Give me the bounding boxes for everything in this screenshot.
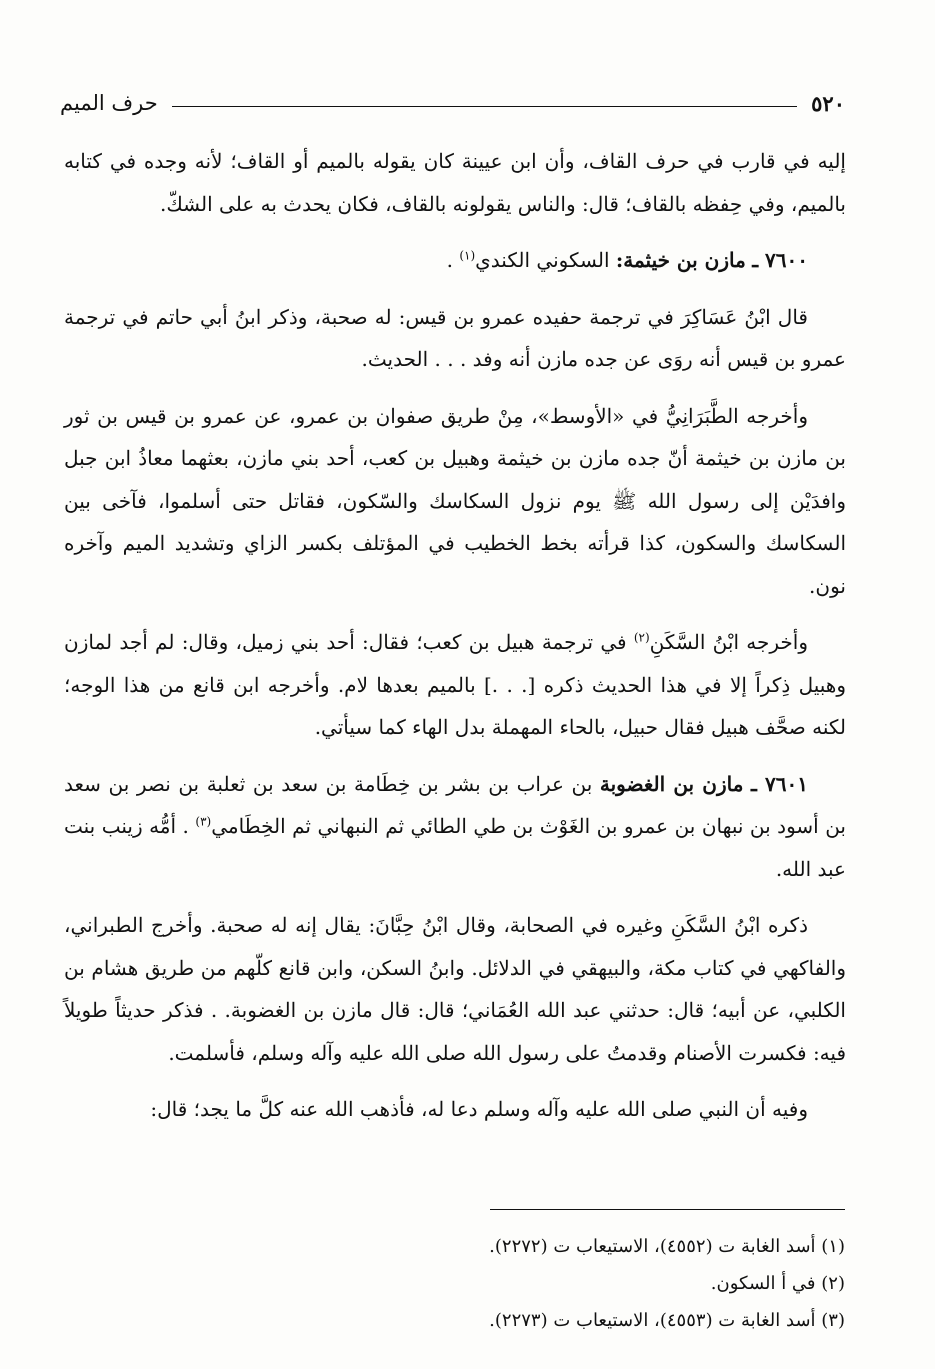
entry-tail: .	[446, 248, 460, 272]
paragraph	[64, 621, 846, 749]
main-text	[64, 140, 846, 1145]
page-header	[60, 88, 845, 118]
footnote-ref-1: (١)	[459, 248, 476, 263]
page-number: ٥٢٠	[811, 90, 845, 116]
entry-tail: . أمُّه زينب بنت عبد الله.	[64, 814, 846, 881]
paragraph: وأخرجه الطَّبَرَانِيُّ في «الأوسط»، مِنْ طريق صفوان بن عمرو، عن عمرو بن قيس بن ثور بن مازن بن خيثمة أنّ جده مازن بن خيثمة وهبيل بن كعب، أحد بني مازن، بعثهما معاذُ ابن جبل وافدَيْن إلى رسول الله ﷺ يوم نزول السكاسك والسّكون، فقاتل حتى أسلموا، فآخى بين السكاسك والسكون، كذا قرأته بخط الخطيب في المؤتلف بكسر الزاي وتشديد الميم وآخره نون.	[64, 403, 847, 598]
entry-text: بن عراب بن بشر بن خِطَامة بن سعد بن ثعلبة بن نصر بن سعد بن أسود بن نبهان بن عمرو بن الغَوْث بن طي الطائي ثم النبهاني ثم الخِطَامي	[64, 771, 846, 838]
footnote: (٢) في أ السكون.	[710, 1273, 845, 1294]
footnote-separator	[490, 1209, 845, 1210]
footnote: (١) أسد الغابة ت (٤٥٥٢)، الاستيعاب ت (٢٢٧٢).	[489, 1236, 845, 1257]
paragraph: ذكره ابْنُ السَّكَنِ وغيره في الصحابة، وقال ابْنُ حِبَّانَ: يقال إنه له صحبة. وأخرج الطبراني، والفاكهي في كتاب مكة، والبيهقي في الدلائل. وابنُ السكن، وابن قانع كلّهم من طريق هشام بن الكلبي، عن أبيه؛ قال: حدثني عبد الله العُمَاني؛ قال: قال مازن بن الغضوبة. . فذكر حديثاً طويلاً فيه: فكسرت الأصنام وقدمتُ على رسول الله صلى الله عليه وآله وسلم، فأسلمت.	[64, 913, 846, 1065]
entry-7600	[64, 239, 846, 282]
paragraph-text: وأخرجه ابْنُ السَّكَنِ	[649, 630, 808, 654]
entry-name: مازن بن خيثمة:	[615, 248, 746, 272]
running-title: حرف الميم	[60, 91, 158, 115]
entry-text: السكوني الكندي	[475, 248, 616, 272]
footnotes	[90, 1228, 845, 1339]
footnote-ref-2: (٢)	[633, 630, 650, 645]
entry-name: مازن بن الغضوبة	[599, 771, 744, 796]
entry-number: ٧٦٠١ ـ	[751, 771, 809, 796]
footnote-ref-3: (٣)	[195, 814, 212, 829]
entry-7601	[64, 763, 846, 891]
paragraph: قال ابْنُ عَسَاكِرَ في ترجمة حفيده عمرو بن قيس: له صحبة، وذكر ابنُ أبي حاتم في ترجمة عمرو بن قيس أنه روَى عن جده مازن أنه وفد . . . الحديث.	[64, 304, 846, 371]
paragraph: وفيه أن النبي صلى الله عليه وآله وسلم دعا له، فأذهب الله عنه كلَّ ما يجد؛ قال:	[150, 1097, 808, 1121]
footnote: (٣) أسد الغابة ت (٤٥٥٣)، الاستيعاب ت (٢٢٧٣).	[489, 1310, 845, 1331]
paragraph-text: في ترجمة هبيل بن كعب؛ فقال: أحد بني زميل، وقال: لم أجد لمازن وهبيل ذِكراً إلا في هذا الحديث ذكره [. . .] بالميم بعدها لام. وأخرجه ابن قانع من هذا الوجه؛ لكنه صحَّف هبيل فقال حبيل، بالحاء المهملة بدل الهاء كما سيأتي.	[64, 630, 846, 739]
paragraph-continuation: إليه في قارب في حرف القاف، وأن ابن عيينة كان يقوله بالميم أو القاف؛ لأنه وجده في كتابه بالميم، وفي حِفظه بالقاف؛ قال: والناس يقولونه بالقاف، فكان يحدث به على الشكّ.	[64, 149, 846, 216]
header-rule	[172, 106, 797, 107]
entry-number: ٧٦٠٠ ـ	[752, 248, 808, 272]
